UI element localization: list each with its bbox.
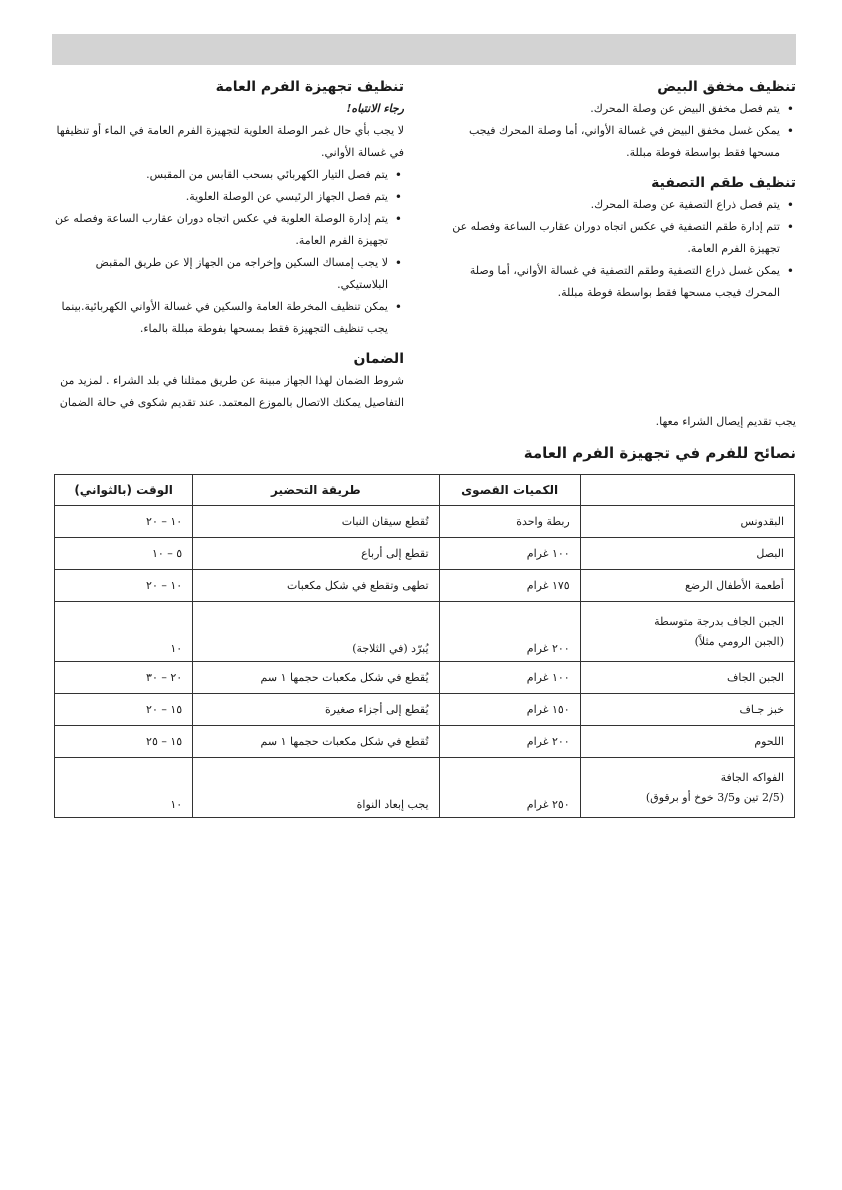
warranty-text: شروط الضمان لهذا الجهاز مبينة عن طريق ممثلنا في بلد الشراء . لمزيد من التفاصيل يمكنك الاتصال بالموزع المعتمد. عند تقديم شكوى في حالة الضمان [59,374,404,409]
egg-whisk-title: تنظيف مخفق البيض [657,79,796,95]
tips-title: نصائح للفرم في تجهيزة الفرم العامة [523,444,796,462]
chopper-title: تنظيف تجهيزة الفرم العامة [215,79,404,95]
list-item: • يمكن تنظيف المخرطة العامة والسكين في غسالة الأواني الكهربائية.بينما يجب تنظيف التجهيزة فقط بمسحها بفوطة مبللة بالماء. [54,296,404,340]
left-column [54,76,404,414]
time-cell: ١٥ – ٢٥ [55,726,193,758]
food-cell: الجبن الجاف [580,662,794,694]
egg-whisk-list [446,98,796,164]
food-cell: أطعمة الأطفال الرضع [580,570,794,602]
food-cell [580,758,794,818]
time-cell: ١٠ – ٢٠ [55,570,193,602]
table-header-row [55,475,795,506]
attention-label: رجاء الانتباه! [346,102,404,115]
method-cell: تقطع إلى أرباع [193,538,439,570]
header-method: طريقة التحضير [193,475,439,506]
quantity-cell: ١٥٠ غرام [439,694,580,726]
table-row [55,570,795,602]
time-cell: ١٠ – ٢٠ [55,506,193,538]
table-row [55,694,795,726]
quantity-cell: ربطة واحدة [439,506,580,538]
list-item: • يتم فصل ذراع التصفية عن وصلة المحرك. [446,194,796,216]
method-cell: تُقطع سيقان النبات [193,506,439,538]
quantity-cell: ٢٠٠ غرام [439,726,580,758]
food-cell [580,602,794,662]
list-item: • يتم فصل الجهاز الرئيسي عن الوصلة العلوية. [54,186,404,208]
header-time: الوقت (بالثواني) [55,475,193,506]
blender-list [446,194,796,304]
time-cell: ١٠ [55,758,193,818]
list-item: • يتم إدارة الوصلة العلوية في عكس اتجاه دوران عقارب الساعة وفصله عن تجهيزة الفرم العامة. [54,208,404,252]
time-cell: ٢٠ – ٣٠ [55,662,193,694]
food-cell: اللحوم [580,726,794,758]
tips-table [54,474,795,818]
quantity-cell: ١٠٠ غرام [439,538,580,570]
table-row [55,758,795,818]
list-item: • تتم إدارة طقم التصفية في عكس اتجاه دوران عقارب الساعة وفصله عن تجهيزة الفرم العامة. [446,216,796,260]
table-row [55,506,795,538]
header-bar [52,34,796,65]
right-column [446,76,796,304]
food-name: الجبن الجاف بدرجة متوسطة [654,614,784,628]
method-cell: يُقطع في شكل مكعبات حجمها ١ سم [193,662,439,694]
warranty-continuation: يجب تقديم إيصال الشراء معها. [655,415,796,428]
method-cell: يُقطع إلى أجزاء صغيرة [193,694,439,726]
list-item: • يمكن غسل ذراع التصفية وطقم التصفية في غسالة الأواني، أما وصلة المحرك فيجب مسحها فقط بواسطة فوطة مبللة. [446,260,796,304]
food-cell: البصل [580,538,794,570]
method-cell: تطهى وتقطع في شكل مكعبات [193,570,439,602]
chopper-list [54,164,404,340]
table-row [55,726,795,758]
food-note: (الجبن الرومي مثلاً) [694,634,784,648]
list-item: • يمكن غسل مخفق البيض في غسالة الأواني، أما وصلة المحرك فيجب مسحها فقط بواسطة فوطة مبللة. [446,120,796,164]
list-item: • لا يجب إمساك السكين وإخراجه من الجهاز إلا عن طريق المقبض البلاستيكي. [54,252,404,296]
table-row [55,602,795,662]
method-cell: تُقطع في شكل مكعبات حجمها ١ سم [193,726,439,758]
method-cell: يجب إبعاد النواة [193,758,439,818]
food-cell: خبز جـاف [580,694,794,726]
food-name: الفواكه الجافة [720,770,784,784]
food-cell: البقدونس [580,506,794,538]
food-note: (2/5 تين و3/5 خوخ أو برقوق) [645,790,784,804]
quantity-cell: ٢٠٠ غرام [439,602,580,662]
time-cell: ٥ – ١٠ [55,538,193,570]
chopper-warning: لا يجب بأي حال غمر الوصلة العلوية لتجهيزة الفرم العامة في الماء أو تنظيفها في غسالة الأواني. [56,124,404,159]
quantity-cell: ١٠٠ غرام [439,662,580,694]
header-quantity: الكميات القصوى [439,475,580,506]
blender-title: تنظيف طقم التصفية [651,175,796,191]
quantity-cell: ٢٥٠ غرام [439,758,580,818]
table-row [55,538,795,570]
table-row [55,662,795,694]
list-item: • يتم فصل مخفق البيض عن وصلة المحرك. [446,98,796,120]
quantity-cell: ١٧٥ غرام [439,570,580,602]
time-cell: ١٠ [55,602,193,662]
header-food [580,475,794,506]
time-cell: ١٥ – ٢٠ [55,694,193,726]
warranty-title: الضمان [353,351,404,367]
list-item: • يتم فصل التيار الكهربائي بسحب القابس من المقبس. [54,164,404,186]
method-cell: يُبرّد (في الثلاجة) [193,602,439,662]
